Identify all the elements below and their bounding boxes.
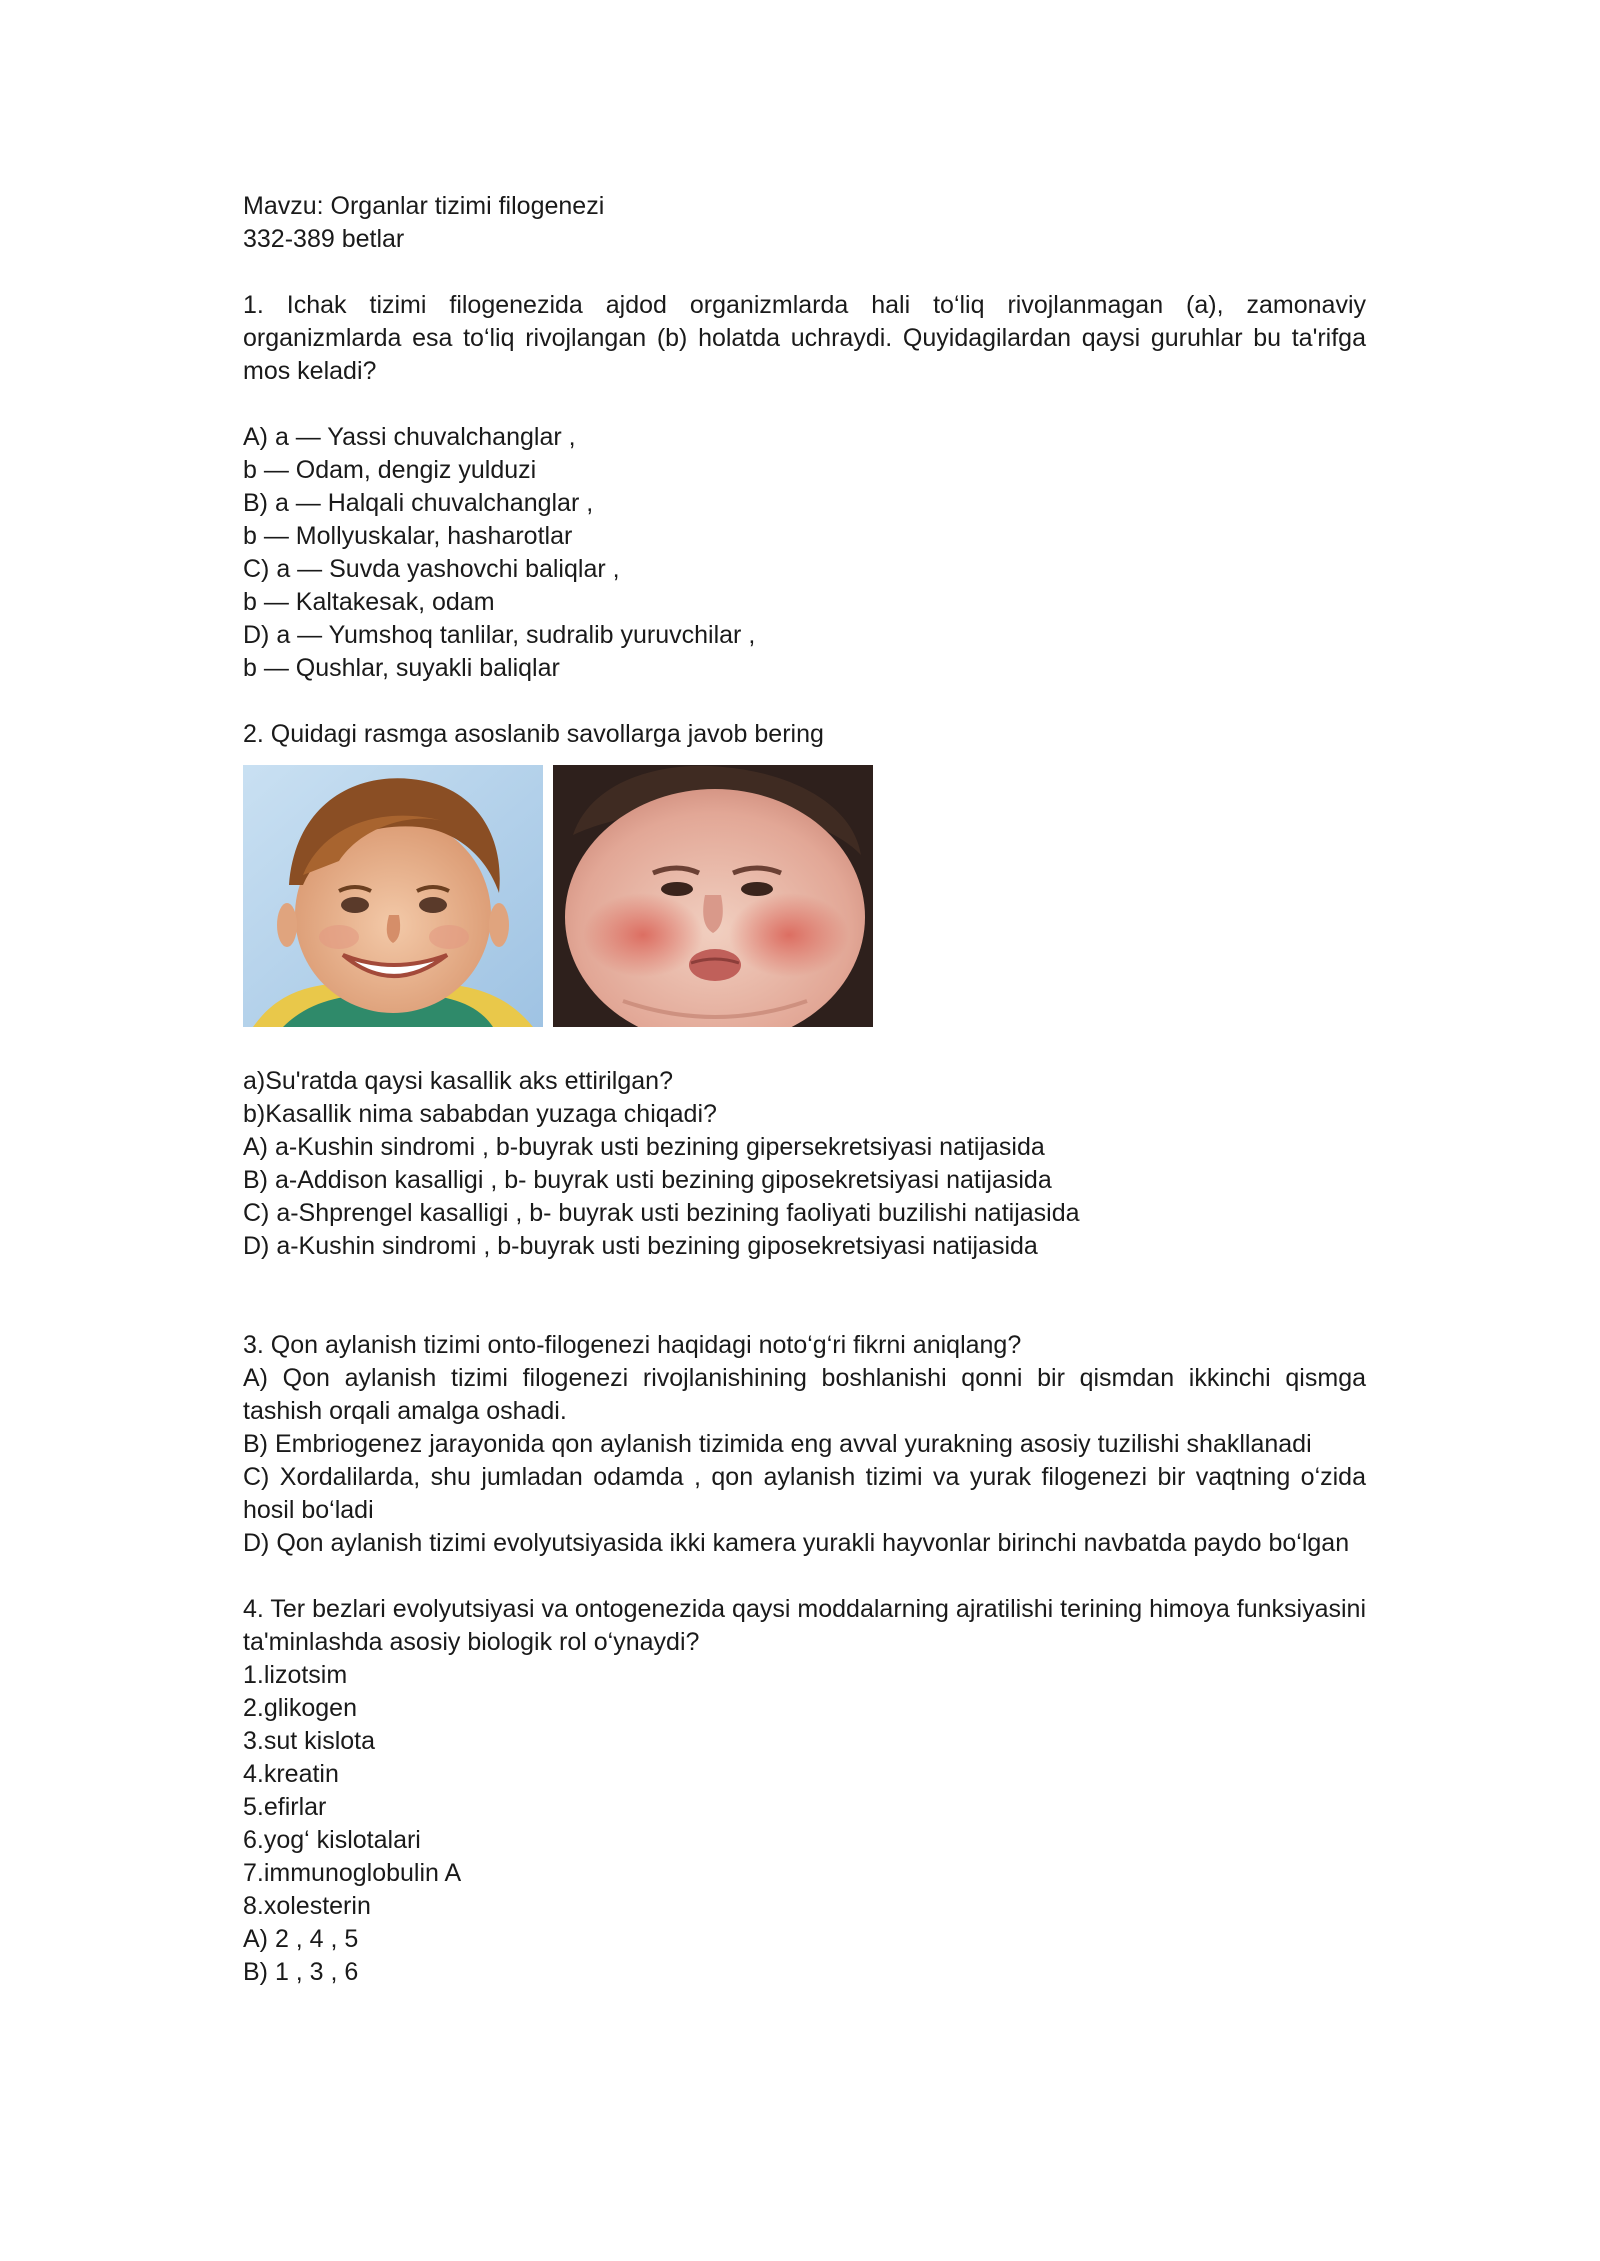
question-2-stem: 2. Quidagi rasmga asoslanib savollarga javob bering: [243, 720, 824, 748]
question-4-line: A) 2 , 4 , 5: [243, 1925, 359, 1953]
question-4: [243, 1593, 1366, 1989]
question-4-line: B) 1 , 3 , 6: [243, 1958, 359, 1986]
question-1-stem: 1. Ichak tizimi filogenezida ajdod organizmlarda hali to‘liq rivojlanmagan (a), zamonaviy organizmlarda esa to‘liq rivojlangan (b) holatda uchraydi. Quyidagilardan qaysi guruhlar bu ta'rifga mos keladi?: [243, 291, 1366, 385]
question-3: [243, 1329, 1366, 1560]
question-4-line: 6.yog‘ kislotalari: [243, 1826, 421, 1854]
smiling-boy-image: [243, 765, 543, 1027]
spacer: [243, 388, 1366, 421]
spacer: [243, 1560, 1366, 1593]
round-face-child-image: [553, 765, 873, 1027]
spacer: [243, 685, 1366, 718]
question-2-line: b)Kasallik nima sababdan yuzaga chiqadi?: [243, 1100, 717, 1128]
question-1-line: B) a — Halqali chuvalchanglar ,: [243, 489, 594, 517]
question-4-line: 5.efirlar: [243, 1793, 327, 1821]
question-4-line: 1.lizotsim: [243, 1661, 348, 1689]
question-1-line: b — Odam, dengiz yulduzi: [243, 456, 537, 484]
question-1-line: D) a — Yumshoq tanlilar, sudralib yuruvchilar ,: [243, 621, 756, 649]
question-2-line: A) a-Kushin sindromi , b-buyrak usti bezining gipersekretsiyasi natijasida: [243, 1133, 1045, 1161]
question-1: [243, 289, 1366, 685]
question-1-line: C) a — Suvda yashovchi baliqlar ,: [243, 555, 620, 583]
question-4-line: 3.sut kislota: [243, 1727, 376, 1755]
question-4-line: 8.xolesterin: [243, 1892, 371, 1920]
question-4-line: 4.kreatin: [243, 1760, 339, 1788]
question-3-option: C) Xordalilarda, shu jumladan odamda , qon aylanish tizimi va yurak filogenezi bir vaqtning o‘zida hosil bo‘ladi: [243, 1463, 1366, 1524]
question-2-line: D) a-Kushin sindromi , b-buyrak usti bezining giposekretsiyasi natijasida: [243, 1232, 1038, 1260]
question-1-line: b — Qushlar, suyakli baliqlar: [243, 654, 560, 682]
spacer: [243, 256, 1366, 289]
question-2-line: C) a-Shprengel kasalligi , b- buyrak usti bezining faoliyati buzilishi natijasida: [243, 1199, 1080, 1227]
question-1-line: b — Mollyuskalar, hasharotlar: [243, 522, 573, 550]
question-4-line: 7.immunoglobulin A: [243, 1859, 462, 1887]
page-range: 332-389 betlar: [243, 225, 405, 253]
question-3-option: B) Embriogenez jarayonida qon aylanish tizimida eng avval yurakning asosiy tuzilishi shakllanadi: [243, 1430, 1312, 1458]
question-4-stem: 4. Ter bezlari evolyutsiyasi va ontogenezida qaysi moddalarning ajratilishi terining himoya funksiyasini ta'minlashda asosiy biologik rol o‘ynaydi?: [243, 1595, 1366, 1656]
question-1-line: A) a — Yassi chuvalchanglar ,: [243, 423, 576, 451]
question-2-line: B) a-Addison kasalligi , b- buyrak usti bezining giposekretsiyasi natijasida: [243, 1166, 1052, 1194]
topic-title: Mavzu: Organlar tizimi filogenezi: [243, 192, 605, 220]
question-3-option: D) Qon aylanish tizimi evolyutsiyasida ikki kamera yurakli hayvonlar birinchi navbatda paydo bo‘lgan: [243, 1529, 1350, 1557]
question-3-option: A) Qon aylanish tizimi filogenezi rivojlanishining boshlanishi qonni bir qismdan ikkinchi qismga tashish orqali amalga oshadi.: [243, 1364, 1366, 1425]
spacer: [243, 1263, 1366, 1329]
photo-healthy-child: [243, 765, 543, 1027]
question-2-line: a)Su'ratda qaysi kasallik aks ettirilgan?: [243, 1067, 673, 1095]
photo-cushingoid-child: [553, 765, 873, 1027]
document-content: [243, 190, 1366, 1989]
question-4-line: 2.glikogen: [243, 1694, 357, 1722]
question-3-stem: 3. Qon aylanish tizimi onto-filogenezi haqidagi noto‘g‘ri fikrni aniqlang?: [243, 1331, 1022, 1359]
patient-photos: [243, 765, 873, 1027]
question-1-line: b — Kaltakesak, odam: [243, 588, 495, 616]
question-2: [243, 718, 1366, 1263]
